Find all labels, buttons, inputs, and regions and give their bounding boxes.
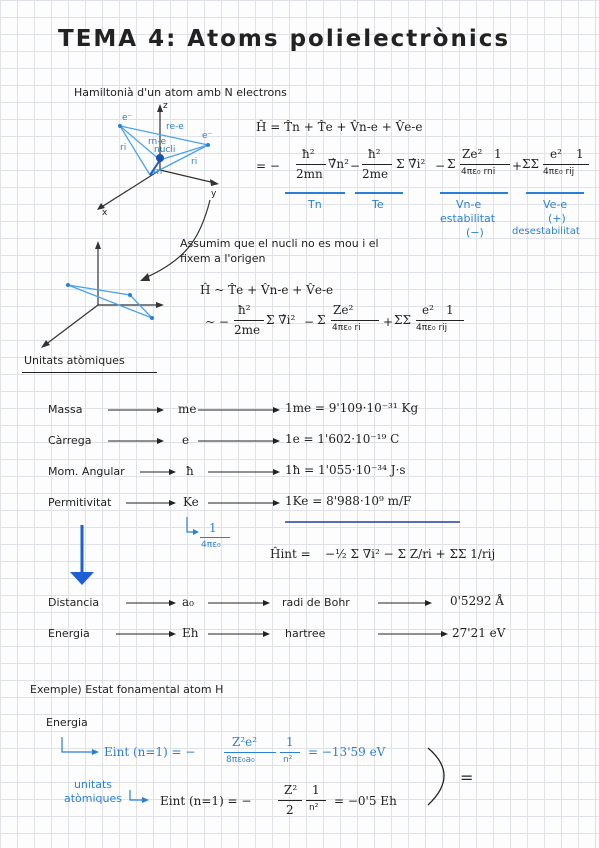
example-eq2-den: 2 [286,803,294,817]
eq2-f4-sum: ΣΣ [522,157,539,171]
ree-label: re-e [166,122,184,132]
hamiltonian-eq3: Ĥ ~ T̂e + V̂n-e + V̂e-e [200,283,334,297]
example-eq2: Eint (n=1) = − [160,794,252,808]
example-equals: = [460,768,474,787]
label-estabilitat: estabilitat [440,212,496,225]
unit-row-value: 0'5292 Å [450,594,504,608]
hamiltonian-heading: Hamiltonià d'un atom amb N electrons [74,86,287,99]
example-eq1-den: 8πε₀a₀ [226,755,255,765]
unit-row-value: 1me = 9'109·10⁻³¹ Kg [285,401,419,415]
example-eq1-num: Z²e² [232,735,258,749]
unit-row-symbol: e [182,433,190,447]
unit-row-symbol: ħ [186,464,194,478]
nucli-label: nucli [154,145,176,155]
example-eq1-frac2-den: n² [283,755,293,765]
eq2-f4-one: 1 [576,147,584,161]
unit-row-value: 1e = 1'602·10⁻¹⁹ C [285,432,400,446]
eq4-sum2: Σ [317,313,326,327]
electron-1-label: e⁻ [122,113,133,123]
rn-label: rn [153,167,163,177]
example-eq1-frac2-num: 1 [286,735,294,749]
eq4-num1: ħ² [238,303,251,317]
label-vee: Ve-e [543,198,568,211]
unit-row-value: 1Ke = 8'988·10⁹ m/F [285,494,412,508]
unit-row-mid: hartree [285,627,326,640]
eq4-num3: e² [422,303,434,317]
eq4-sum3: ΣΣ [394,313,411,327]
eq2-f3-den: 4πε₀ rni [461,167,496,177]
rne-label: rn-e [148,137,167,147]
axis-y-label: y [211,189,217,199]
label-minus: (−) [466,226,484,239]
example-eq1-result: = −13'59 eV [308,745,386,759]
eq4-minus: − [304,315,315,329]
units-heading: Unitats atòmiques [24,354,125,367]
unit-row-mid: radi de Bohr [282,596,350,609]
ri-label-1: ri [120,143,127,153]
example-eq2-frac2-den: n² [309,803,319,813]
eq2-f2-num: ħ² [368,147,381,161]
unit-row-symbol: a₀ [182,595,194,609]
unit-row-value: 27'21 eV [452,626,506,640]
eq2-f1-den: 2mn [296,167,323,181]
unit-row-name: Permitivitat [48,496,112,509]
eq2-f2-sum: Σ ∇̂i² [396,157,426,171]
hint-expr: −½ Σ ∇i² − Σ Z/ri + ΣΣ 1/rij [325,547,496,561]
unit-row-name: Massa [48,403,83,416]
eq4-den2: 4πε₀ ri [332,323,361,333]
eq2-f4-den: 4πε₀ rij [543,167,575,177]
hamiltonian-eq1: Ĥ = T̂n + T̂e + V̂n-e + V̂e-e [256,120,423,134]
eq2-minus: − [350,159,361,173]
example-energia: Energia [46,716,88,729]
eq4-plus: + [383,315,394,329]
eq2-minus2: − [435,159,446,173]
example-eq2-frac2-num: 1 [312,783,320,797]
unit-row-name: Càrrega [48,434,92,447]
eq2-lead: = − [256,159,280,173]
page-title: TEMA 4: Atoms polielectrònics [58,26,511,52]
ke-note-num: 1 [209,521,217,535]
eq4-one: 1 [446,303,454,317]
electron-2-label: e⁻ [202,131,213,141]
eq4-lead: ~ − [205,315,229,329]
eq2-f1-op: ∇̂n² [328,157,349,171]
eq4-num2: Ze² [333,303,354,317]
eq2-f1-num: ħ² [302,147,315,161]
unit-row-symbol: Ke [183,495,199,509]
axis-x-label: x [102,208,108,218]
hint-label: Ĥint = [270,547,311,561]
label-tn: Tn [308,198,322,211]
unit-row-value: 1ħ = 1'055·10⁻³⁴ J·s [285,463,406,477]
eq4-sum1: Σ ∇̂i² [266,313,296,327]
label-vne: Vn-e [456,198,482,211]
ke-note-den: 4πε₀ [201,540,221,550]
label-plus: (+) [548,212,566,225]
label-te: Te [372,198,384,211]
eq2-f2-den: 2me [362,167,389,181]
label-desestabilitat: desestabilitat [512,226,580,237]
unit-row-name: Energia [48,627,90,640]
example-heading: Exemple) Estat fonamental atom H [30,683,224,696]
example-eq2-result: = −0'5 Eh [334,794,397,808]
eq2-f3-one: 1 [494,147,502,161]
eq2-f3-num: Ze² [462,147,483,161]
unit-row-name: Distancia [48,596,100,609]
eq2-f4-num: e² [550,147,562,161]
example-eq2-num: Z² [284,783,298,797]
assume-note: Assumim que el nucli no es mou i el fixem a l'origen [180,237,379,265]
eq4-den1: 2me [234,323,261,337]
eq2-plus: + [512,159,523,173]
ri-label-2: ri [191,157,198,167]
unit-row-symbol: me [178,402,197,416]
example-au-label: unitats atòmiques [63,778,122,805]
eq4-den3: 4πε₀ rij [416,323,448,333]
unit-row-name: Mom. Angular [48,465,125,478]
unit-row-symbol: Eh [182,626,199,640]
eq2-f3-sum: Σ [447,157,456,171]
example-eq1: Eint (n=1) = − [104,745,196,759]
axis-z-label: z [163,101,168,111]
